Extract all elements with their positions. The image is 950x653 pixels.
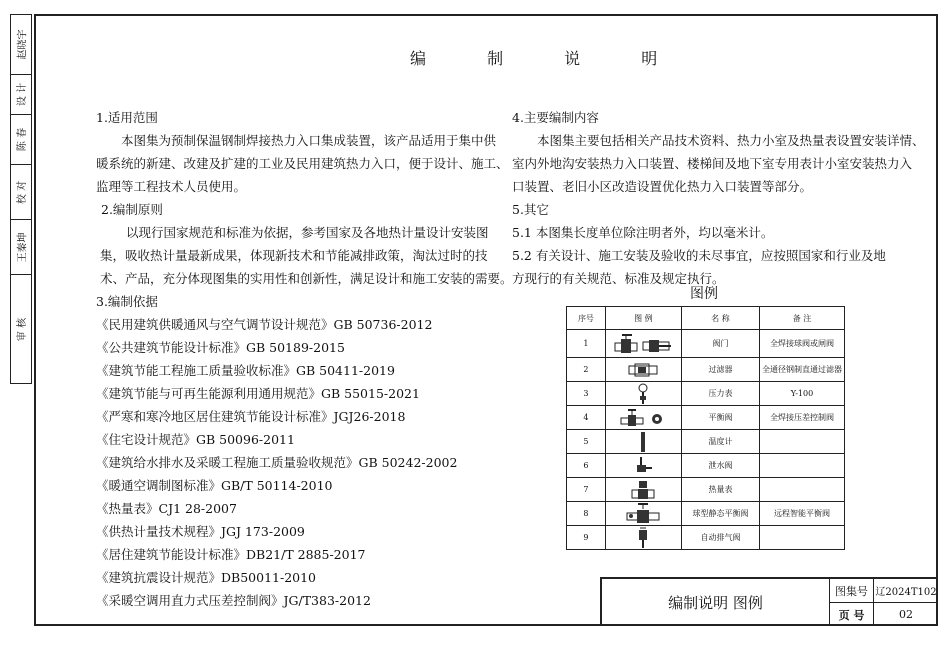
legend-row — [567, 454, 845, 478]
reference-item: 《住宅设计规范》GB 50096-2011 — [96, 432, 295, 447]
legend-row — [567, 330, 845, 358]
sidebar-cell: 陈 春 — [11, 115, 31, 165]
reference-item: 《公共建筑节能设计标准》GB 50189-2015 — [96, 340, 345, 355]
symbol-cell — [605, 430, 681, 454]
symbol-cell — [605, 406, 681, 430]
item-note: Y-100 — [759, 382, 844, 406]
item-name: 过滤器 — [681, 358, 759, 382]
item-name: 平衡阀 — [681, 406, 759, 430]
item-note: 全焊接球阀或闸阀 — [759, 330, 844, 358]
reference-item: 《严寒和寒冷地区居住建筑节能设计标准》JGJ26-2018 — [96, 409, 406, 424]
atlas-number-label: 图集号 — [830, 579, 874, 603]
page-number-value: 02 — [899, 608, 913, 621]
row-number: 1 — [567, 330, 606, 358]
reference-item: 《供热计量技术规程》JGJ 173-2009 — [96, 524, 305, 539]
header-cell: 名 称 — [681, 307, 759, 330]
item-note — [759, 526, 844, 550]
right-column — [512, 106, 925, 290]
item-note: 远程智能平衡阀 — [759, 502, 844, 526]
symbol-cell — [605, 526, 681, 550]
air-vent-icon — [637, 527, 649, 549]
symbol-cell — [605, 358, 681, 382]
reference-item: 《民用建筑供暖通风与空气调节设计规范》GB 50736-2012 — [96, 317, 433, 332]
paragraph-line: 5.2 有关设计、施工安装及验收的未尽事宜，应按照国家和行业及地 — [512, 248, 886, 263]
approval-sidebar — [10, 14, 32, 384]
legend-title: 图例 — [690, 286, 718, 302]
drawing-name: 编制说明 图例 — [602, 579, 830, 626]
section-heading: 3.编制依据 — [96, 294, 158, 309]
header-cell: 备 注 — [759, 307, 844, 330]
title-block — [600, 577, 938, 626]
section-heading: 4.主要编制内容 — [512, 110, 599, 125]
reference-item: 《建筑给水排水及采暖工程施工质量验收规范》GB 50242-2002 — [96, 455, 458, 470]
sidebar-cell: 设 计 — [11, 75, 31, 115]
symbol-cell — [605, 478, 681, 502]
drain-valve-icon — [633, 456, 653, 476]
paragraph-line: 监理等工程技术人员使用。 — [96, 179, 247, 194]
row-number: 9 — [567, 526, 606, 550]
paragraph-line: 以现行国家规范和标准为依据，参考国家及各地热计量设计安装图 — [126, 225, 489, 240]
item-note — [759, 478, 844, 502]
symbol-cell — [605, 454, 681, 478]
sidebar-cell: 审 核 — [17, 317, 29, 341]
item-name: 泄水阀 — [681, 454, 759, 478]
legend-row — [567, 526, 845, 550]
atlas-number-value: 辽2024T102 — [874, 579, 938, 603]
paragraph-line: 本图集为预制保温钢制焊接热力入口集成装置，该产品适用于集中供 — [121, 133, 497, 148]
legend-row — [567, 358, 845, 382]
pressure-gauge-icon — [635, 383, 651, 405]
reference-item: 《暖通空调制图标准》GB/T 50114-2010 — [96, 478, 333, 493]
item-note — [759, 430, 844, 454]
legend-header-row — [567, 307, 845, 330]
valve-pair-icon — [613, 334, 673, 354]
left-column — [96, 106, 513, 612]
filter-icon — [628, 363, 658, 377]
heat-meter-icon — [630, 480, 656, 500]
paragraph-line: 5.1 本图集长度单位除注明者外，均以毫米计。 — [512, 225, 774, 240]
item-note: 全通径钢制直通过滤器 — [759, 358, 844, 382]
item-name: 压力表 — [681, 382, 759, 406]
legend-row — [567, 430, 845, 454]
header-cell: 图 例 — [605, 307, 681, 330]
reference-item: 《建筑节能工程施工质量验收标准》GB 50411-2019 — [96, 363, 395, 378]
section-heading: 5.其它 — [512, 202, 549, 217]
reference-item: 《热量表》CJ1 28-2007 — [96, 501, 237, 516]
symbol-cell — [605, 330, 681, 358]
row-number: 4 — [567, 406, 606, 430]
item-note: 全焊接压差控制阀 — [759, 406, 844, 430]
page-number-label: 页 号 — [830, 603, 874, 626]
item-name: 温度计 — [681, 430, 759, 454]
balance-valve-icon — [619, 409, 667, 427]
reference-item: 《建筑抗震设计规范》DB50011-2010 — [96, 570, 317, 585]
section-heading: 1.适用范围 — [96, 110, 158, 125]
paragraph-line: 集，吸收热计量最新成果，体现新技术和节能减排政策，淘汰过时的技 — [100, 248, 488, 263]
header-cell: 序号 — [567, 307, 606, 330]
legend-row — [567, 406, 845, 430]
reference-item: 《居住建筑节能设计标准》DB21/T 2885-2017 — [96, 547, 366, 562]
row-number: 3 — [567, 382, 606, 406]
paragraph-line: 本图集主要包括相关产品技术资料、热力小室及热量表设置安装详情、 — [537, 133, 925, 148]
legend-row — [567, 502, 845, 526]
paragraph-line: 术、产品，充分体现图集的实用性和创新性，满足设计和施工安装的需要。 — [100, 271, 513, 286]
row-number: 7 — [567, 478, 606, 502]
sidebar-cell: 赵晓宇 — [11, 15, 31, 75]
item-name: 球型静态平衡阀 — [681, 502, 759, 526]
paragraph-line: 暖系统的新建、改建及扩建的工业及民用建筑热力入口，便于设计、施工、 — [96, 156, 509, 171]
row-number: 8 — [567, 502, 606, 526]
row-number: 6 — [567, 454, 606, 478]
reference-item: 《建筑节能与可再生能源利用通用规范》GB 55015-2021 — [96, 386, 420, 401]
item-name: 阀门 — [681, 330, 759, 358]
paragraph-line: 方现行的有关规范、标准及规定执行。 — [512, 271, 725, 286]
section-heading: 2.编制原则 — [101, 202, 163, 217]
row-number: 5 — [567, 430, 606, 454]
item-name: 自动排气阀 — [681, 526, 759, 550]
row-number: 2 — [567, 358, 606, 382]
legend-row — [567, 382, 845, 406]
thermometer-icon — [638, 431, 648, 453]
sidebar-cell: 王秦坤 — [11, 220, 31, 275]
paragraph-line: 室内外地沟安装热力入口装置、楼梯间及地下室专用表计小室安装热力入 — [512, 156, 913, 171]
item-name: 热量表 — [681, 478, 759, 502]
sidebar-cell: 校 对 — [11, 165, 31, 220]
item-note — [759, 454, 844, 478]
reference-item: 《采暖空调用直力式压差控制阀》JG/T383-2012 — [96, 593, 371, 608]
paragraph-line: 口装置、老旧小区改造设置优化热力入口装置等部分。 — [512, 179, 813, 194]
legend-table — [566, 306, 845, 550]
page-title: 编 制 说 明 — [410, 49, 686, 68]
symbol-cell — [605, 382, 681, 406]
symbol-cell — [605, 502, 681, 526]
legend-row — [567, 478, 845, 502]
static-balance-valve-icon — [625, 503, 661, 525]
